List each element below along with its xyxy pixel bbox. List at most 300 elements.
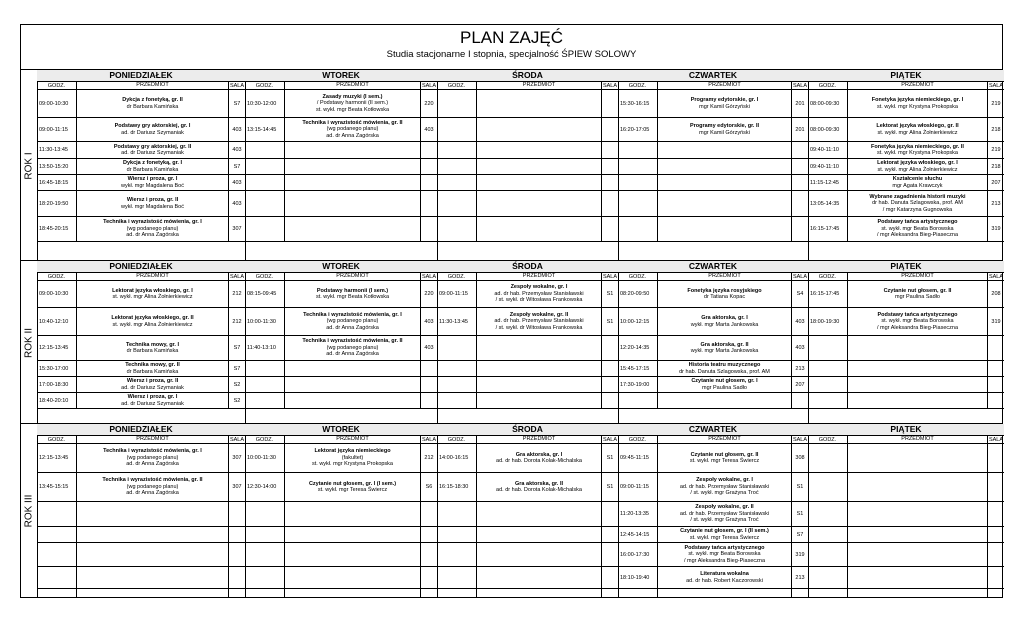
subject-header: PRZEDMIOT [285,436,421,443]
schedule-row[interactable] [245,361,437,377]
subject-header: PRZEDMIOT [658,82,792,89]
schedule-row[interactable] [245,527,437,543]
day-column-wtorek [245,424,438,598]
subject-header: PRZEDMIOT [77,436,229,443]
class-subject [477,567,602,588]
schedule-row[interactable] [37,527,245,543]
class-subject [658,191,792,216]
subject-detail: wykł. mgr Marta Jankowska [690,321,759,328]
schedule-row[interactable] [245,90,437,118]
class-subject [285,159,421,174]
schedule-row[interactable] [808,308,1004,336]
class-room: S7 [233,100,241,107]
class-time: 12:15-13:45 [37,336,77,360]
class-time [437,377,477,392]
schedule-row[interactable] [808,567,1004,589]
class-time: 10:00-12:15 [618,308,658,335]
subject-header: PRZEDMIOT [658,273,792,280]
schedule-row[interactable] [808,473,1004,502]
year-label-text: ROK III [23,494,35,528]
class-subject [848,393,988,408]
schedule-row[interactable] [618,90,808,118]
class-time: 09:00-10:30 [37,90,77,117]
schedule-row[interactable] [808,393,1004,409]
subject-name: Fonetyka języka niemieckiego, gr. I [871,97,964,103]
class-room: S6 [425,484,433,490]
class-time: 13:45-15:15 [37,473,77,501]
time-header: GODZ. [808,436,848,443]
class-time [437,336,477,360]
subject-detail: / mgr Aleksandra Bieg-Piaseczna [876,232,958,239]
subject-name: Czytanie nut głosem, gr. II [690,451,759,458]
subject-name: Wiersz i proza, gr. II [126,378,179,384]
schedule-row[interactable] [808,444,1004,473]
class-subject [477,377,602,392]
class-subject [658,543,792,566]
schedule-row[interactable] [437,142,618,159]
day-column-wtorek [245,261,438,424]
class-subject [477,393,602,408]
class-room: 212 [424,455,434,461]
schedule-row[interactable] [808,336,1004,361]
class-time: 13:50-15:20 [37,159,77,174]
schedule-row[interactable] [245,281,437,308]
class-time: 12:15-13:45 [37,444,77,472]
subject-name: Wybrane zagadnienia historii muzyki [869,193,966,200]
schedule-row[interactable] [245,393,437,409]
time-header: GODZ. [245,436,285,443]
class-time [245,142,285,158]
class-room: 403 [795,318,805,325]
class-time: 18:10-19:40 [618,567,658,588]
day-column-czwartek [618,70,809,261]
subject-detail: / st. wykł. dr Witosława Frankowska [495,297,583,304]
schedule-row[interactable] [618,473,808,502]
class-time [808,502,848,526]
schedule-row[interactable] [808,543,1004,567]
class-time: 13:15-14:45 [245,118,285,141]
subject-name: Czytanie nut głosem, gr. I (I sem.) [308,480,397,487]
class-room [792,142,808,158]
schedule-row[interactable] [437,567,618,589]
schedule-row[interactable] [245,589,437,598]
schedule-row[interactable] [37,567,245,589]
subject-detail: wykł. mgr Marta Jankowska [690,348,759,354]
class-subject [477,191,602,216]
class-subject [477,175,602,190]
schedule-row[interactable] [437,527,618,543]
subject-detail: / mgr Aleksandra Bieg-Piaseczna [683,557,765,564]
schedule-row[interactable] [245,159,437,175]
schedule-row[interactable] [618,308,808,336]
subject-name: Technika i wyrazistość mówienia, gr. I [103,448,202,455]
schedule-row[interactable] [37,308,245,336]
day-header: WTOREK [245,261,437,273]
class-subject [477,142,602,158]
schedule-row[interactable] [245,118,437,142]
class-time [245,543,285,566]
schedule-row[interactable] [808,217,1004,242]
time-header: GODZ. [437,82,477,89]
room-header: SALA [792,273,808,280]
class-subject [658,444,792,472]
subject-detail: / st. wykł. mgr Grażyna Troć [690,517,759,524]
class-room [421,361,437,376]
day-column-wtorek [245,70,438,261]
schedule-row[interactable] [437,589,618,598]
class-time [245,527,285,542]
class-subject [285,217,421,241]
subject-name: Zespoły wokalne, gr. I [696,477,753,484]
schedule-row[interactable] [245,567,437,589]
schedule-row[interactable] [437,502,618,527]
schedule-row[interactable] [245,336,437,361]
class-room [988,543,1004,566]
class-time [437,90,477,117]
subject-name: Czytanie nut głosem, gr. I (II sem.) [680,528,769,534]
schedule-row[interactable] [808,502,1004,527]
schedule-row[interactable] [437,543,618,567]
schedule-row[interactable] [437,118,618,142]
class-room [602,90,618,117]
class-time [808,336,848,360]
year-label-text: ROK II [23,327,35,358]
class-room: 219 [991,147,1001,153]
schedule-row[interactable] [245,142,437,159]
day-header: PONIEDZIAŁEK [37,70,245,82]
class-room: S7 [233,345,241,351]
schedule-row[interactable] [437,473,618,502]
column-headers [618,273,808,281]
class-time: 10:00-11:30 [245,444,285,472]
schedule-row[interactable] [618,543,808,567]
class-subject [77,527,229,542]
schedule-row[interactable] [245,191,437,217]
day-header: ŚRODA [437,424,618,436]
class-time: 16:15-18:30 [437,473,477,501]
schedule-row[interactable] [618,527,808,543]
schedule-row[interactable] [808,589,1004,598]
schedule-row[interactable] [437,336,618,361]
class-time: 09:00-10:30 [37,281,77,307]
class-time [808,589,848,598]
class-time [618,217,658,241]
schedule-row[interactable] [437,175,618,191]
schedule-row[interactable] [437,393,618,409]
subject-detail: (wg podanego planu) [326,126,379,133]
column-headers [618,82,808,90]
schedule-row[interactable] [37,175,245,191]
class-room: 220 [424,291,434,297]
class-time [37,567,77,588]
column-headers [37,273,245,281]
subject-name: Zespoły wokalne, gr. II [509,311,569,318]
class-time: 08:00-09:30 [808,90,848,117]
day-header: CZWARTEK [618,261,808,273]
class-time: 11:15-12:45 [808,175,848,190]
class-room: 403 [795,345,805,351]
room-header: SALA [792,82,808,89]
subject-name: Dykcja z fonetyką, gr. II [122,97,183,103]
class-time [437,361,477,376]
class-room [421,377,437,392]
timetable [20,24,1003,598]
schedule-row[interactable] [437,308,618,336]
schedule-row[interactable] [618,142,808,159]
subject-detail: st. wykł. mgr Alina Żołnierkiewicz [112,321,193,328]
class-room [792,159,808,174]
schedule-row[interactable] [245,377,437,393]
class-time: 15:30-16:15 [618,90,658,117]
class-time [808,361,848,376]
class-time: 12:30-14:00 [245,473,285,501]
class-subject [77,175,229,190]
subject-detail: st. wykł. mgr Alina Żołnierkiewicz [877,129,958,136]
class-time [808,527,848,542]
subject-detail: (wg podanego planu) [326,318,379,325]
schedule-row[interactable] [37,159,245,175]
schedule-row[interactable] [37,90,245,118]
schedule-row[interactable] [808,118,1004,142]
subject-header: PRZEDMIOT [285,273,421,280]
schedule-row[interactable] [808,191,1004,217]
class-time: 14:00-16:15 [437,444,477,472]
subject-header: PRZEDMIOT [848,436,988,443]
class-room: 307 [232,455,242,461]
schedule-row[interactable] [618,361,808,377]
schedule-row[interactable] [618,502,808,527]
schedule-row[interactable] [37,377,245,393]
class-subject [848,473,988,501]
class-room: 212 [232,291,242,297]
day-header: CZWARTEK [618,70,808,82]
class-room [792,393,808,408]
class-room [421,217,437,241]
class-subject [477,118,602,141]
class-time: 10:00-11:30 [245,308,285,335]
subject-name: Gra aktorska, gr. I [515,451,563,458]
time-header: GODZ. [37,273,77,280]
class-time [245,361,285,376]
subject-name: Zespoły wokalne, gr. I [510,284,568,291]
schedule-row[interactable] [245,444,437,473]
class-subject [477,527,602,542]
schedule-row[interactable] [245,473,437,502]
subject-name: Literatura wokalna [700,571,749,577]
schedule-row[interactable] [437,90,618,118]
class-subject [848,118,988,141]
subject-name: Podstawy tańca artystycznego [877,219,958,226]
schedule-row[interactable] [618,118,808,142]
schedule-row[interactable] [37,361,245,377]
subject-header: PRZEDMIOT [477,82,602,89]
class-subject [658,473,792,501]
schedule-row[interactable] [618,444,808,473]
schedule-row[interactable] [808,361,1004,377]
subject-name: Lektorat języka włoskiego, gr. II [111,315,194,321]
schedule-row[interactable] [37,336,245,361]
room-header: SALA [229,436,245,443]
class-subject [77,567,229,588]
subject-detail: / Podstawy harmonii (II sem.) [316,100,389,107]
year-label [21,70,38,261]
class-room: 307 [232,226,242,232]
class-time: 16:15-17:45 [808,281,848,307]
class-room: 403 [424,345,434,351]
class-room [988,473,1004,501]
schedule-row[interactable] [618,191,808,217]
subject-header: PRZEDMIOT [848,82,988,89]
class-room [988,377,1004,392]
schedule-row[interactable] [437,444,618,473]
class-time [808,567,848,588]
subject-detail: dr Barbara Kamińska [126,166,179,173]
subject-header: PRZEDMIOT [477,273,602,280]
schedule-row[interactable] [37,217,245,242]
schedule-row[interactable] [618,377,808,393]
schedule-row[interactable] [618,393,808,409]
subject-name: Fonetyka języka niemieckiego, gr. II [871,143,964,150]
schedule-row[interactable] [37,393,245,409]
schedule-row[interactable] [37,281,245,308]
subject-detail: mgr Paulina Sadło [895,294,940,300]
class-subject [285,393,421,408]
class-subject [848,336,988,360]
subject-detail: st. wykł. mgr Beata Borowska [881,225,954,232]
schedule-row[interactable] [618,217,808,242]
schedule-row[interactable] [437,217,618,242]
class-room [602,336,618,360]
class-subject [477,589,602,598]
schedule-row[interactable] [808,175,1004,191]
schedule-row[interactable] [245,543,437,567]
year-label [21,424,38,598]
schedule-row[interactable] [245,502,437,527]
class-subject [77,281,229,307]
schedule-row[interactable] [37,191,245,217]
schedule-row[interactable] [808,281,1004,308]
class-room [602,543,618,566]
class-subject [658,308,792,335]
class-time [437,217,477,241]
schedule-row[interactable] [808,142,1004,159]
schedule-row[interactable] [618,567,808,589]
class-subject [77,336,229,360]
class-room: 201 [795,100,805,107]
class-room [988,393,1004,408]
subject-detail: st. wykł. mgr Alina Żołnierkiewicz [877,166,958,173]
class-subject [658,502,792,526]
class-time: 13:05-14:35 [808,191,848,216]
class-time [808,543,848,566]
class-subject [477,90,602,117]
schedule-row[interactable] [808,159,1004,175]
class-room: 207 [991,179,1001,186]
class-time: 08:20-09:50 [618,281,658,307]
time-header: GODZ. [245,82,285,89]
schedule-row[interactable] [37,473,245,502]
class-time [245,393,285,408]
class-time [37,589,77,598]
subject-detail: / mgr Katarzyna Gugnowska [882,206,953,213]
room-header: SALA [229,273,245,280]
class-room: S1 [796,511,804,517]
class-time: 17:00-18:30 [37,377,77,392]
class-subject [658,377,792,392]
subject-detail: mgr Agata Krawczyk [892,182,943,189]
schedule-row[interactable] [618,281,808,308]
class-subject [658,393,792,408]
schedule-row[interactable] [37,543,245,567]
subject-name: Lektorat języka włoskiego, gr. I [877,160,958,166]
class-time: 11:40-13:10 [245,336,285,360]
class-time: 09:40-11:10 [808,142,848,158]
schedule-row[interactable] [37,444,245,473]
schedule-row[interactable] [437,191,618,217]
schedule-row[interactable] [437,281,618,308]
schedule-row[interactable] [618,159,808,175]
day-header: PONIEDZIAŁEK [37,424,245,436]
schedule-row[interactable] [37,502,245,527]
class-subject [285,589,421,598]
class-subject [658,527,792,542]
subject-name: Wiersz i proza, gr. I [127,394,178,400]
schedule-row[interactable] [808,527,1004,543]
schedule-row[interactable] [37,142,245,159]
class-time [808,393,848,408]
column-headers [437,273,618,281]
class-time: 09:00-11:15 [437,281,477,307]
schedule-row[interactable] [808,377,1004,393]
class-room: S1 [606,455,614,461]
subject-detail: wykł. mgr Magdalena Boć [121,203,184,210]
class-subject [658,217,792,241]
subject-detail: ad. dr hab. Przemysław Stanisławski [494,318,584,325]
schedule-row[interactable] [618,175,808,191]
class-subject [848,361,988,376]
class-subject [477,281,602,307]
class-room [602,159,618,174]
schedule-row[interactable] [245,217,437,242]
schedule-row[interactable] [437,377,618,393]
schedule-row[interactable] [437,159,618,175]
schedule-row[interactable] [808,90,1004,118]
schedule-row[interactable] [618,336,808,361]
subject-detail: st. wykł. mgr Alina Żołnierkiewicz [112,294,193,300]
room-header: SALA [602,82,618,89]
subject-name: Kształcenie słuchu [892,176,943,182]
class-subject [285,502,421,526]
class-time [245,502,285,526]
class-subject [285,377,421,392]
subject-detail: ad. dr Dariusz Szymaniak [121,129,184,136]
room-header: SALA [792,436,808,443]
class-room: 403 [232,147,242,153]
schedule-row[interactable] [37,118,245,142]
schedule-row[interactable] [37,589,245,598]
time-header: GODZ. [808,273,848,280]
schedule-row[interactable] [245,308,437,336]
schedule-row[interactable] [618,589,808,598]
day-header: ŚRODA [437,70,618,82]
schedule-row[interactable] [437,361,618,377]
subject-detail: ad. dr Anna Zagórska [326,132,379,139]
schedule-row[interactable] [245,175,437,191]
class-room: 403 [232,126,242,133]
class-subject [848,90,988,117]
class-time [245,377,285,392]
class-subject [658,142,792,158]
